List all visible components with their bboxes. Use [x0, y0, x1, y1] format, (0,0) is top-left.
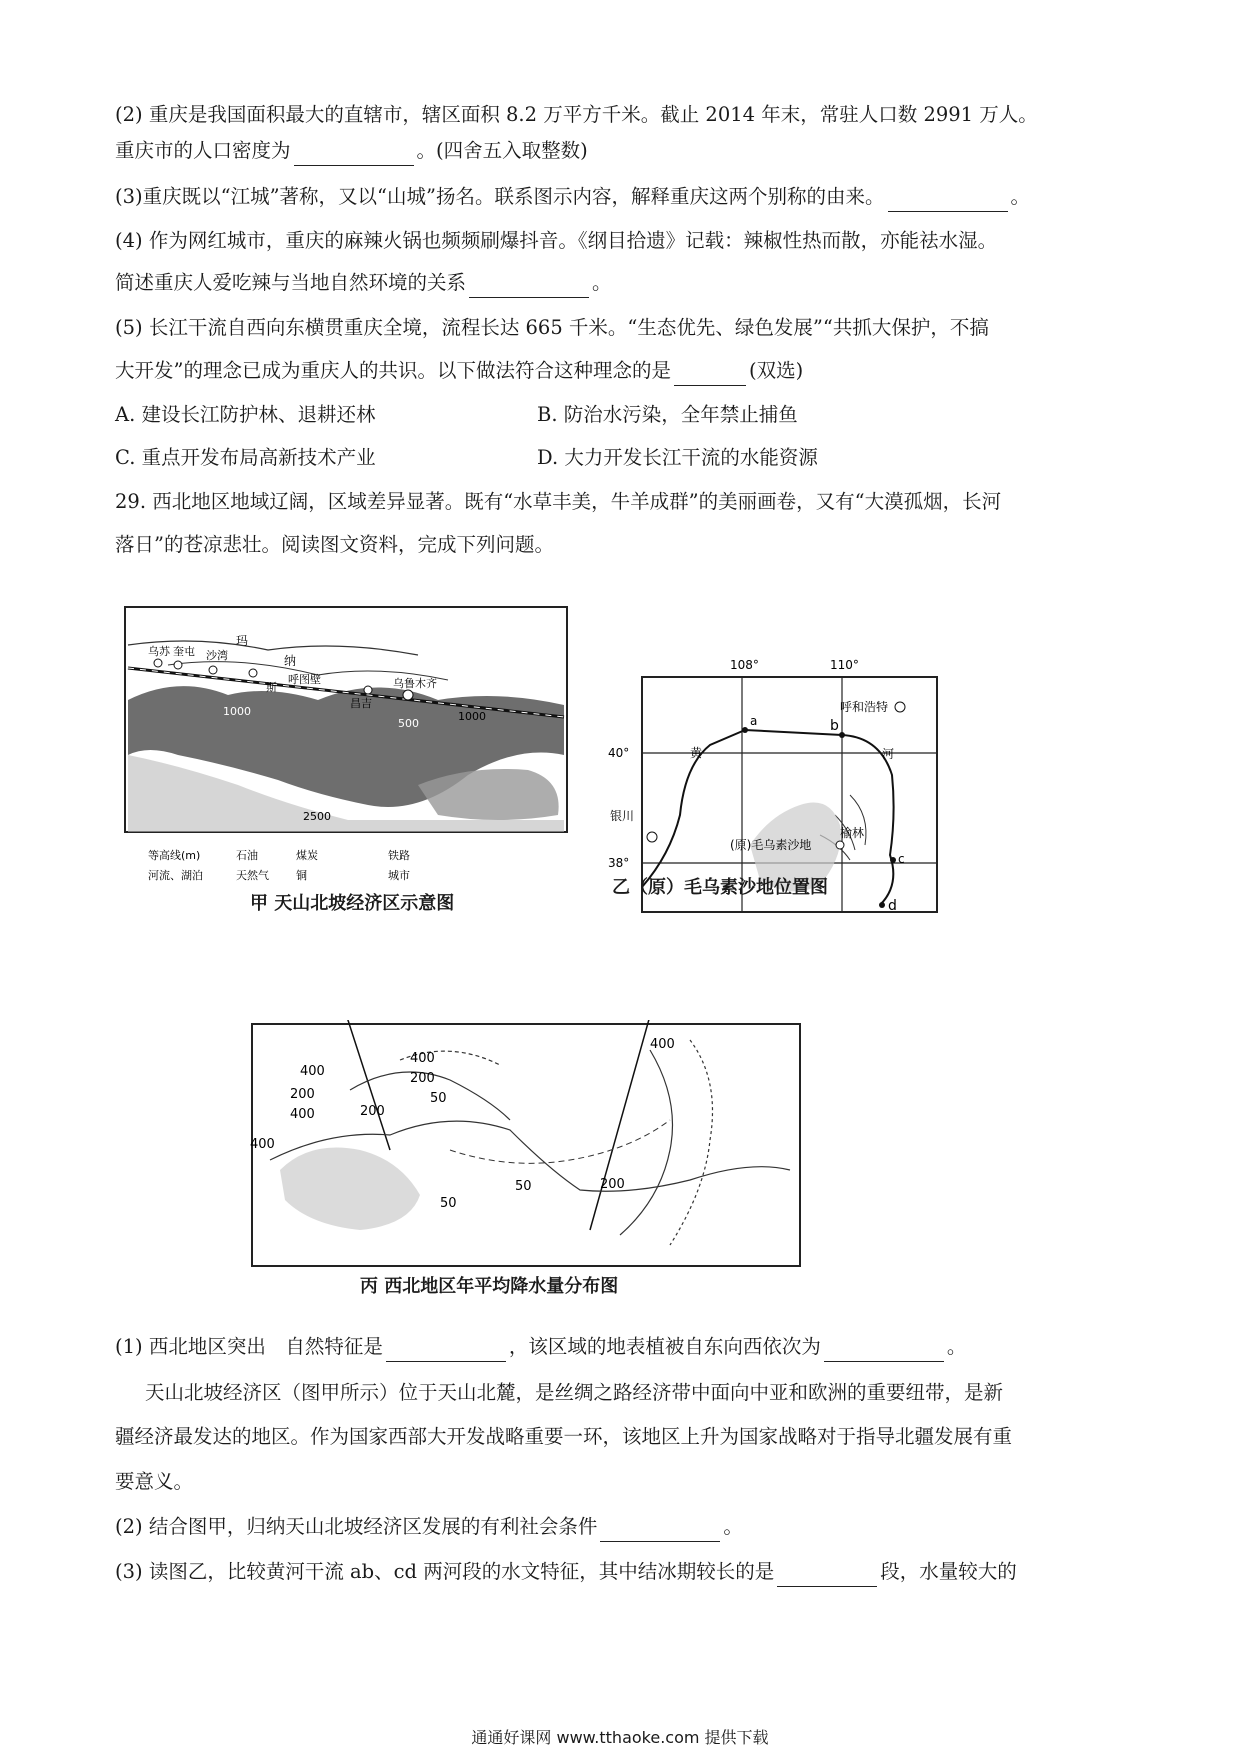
answer-blank-social[interactable]: [600, 1519, 720, 1542]
q29-part1-line: [115, 1332, 1130, 1362]
legend-gas: 天然气: [236, 869, 269, 882]
q28-part2-note: 。(四舍五入取整数): [416, 139, 588, 162]
isohyet-2: 200: [290, 1087, 315, 1102]
label-urumqi: 乌鲁木齐: [393, 677, 437, 690]
q29-part1-end: 。: [946, 1335, 967, 1358]
q29-part1-text2: ，该区域的地表植被自东向西依次为: [508, 1335, 821, 1358]
answer-blank-nicknames[interactable]: [888, 189, 1008, 212]
answer-blank-icing[interactable]: [777, 1564, 877, 1587]
label-contour-1000a: 1000: [223, 705, 251, 718]
label-kuitun: 奎屯: [173, 645, 195, 658]
label-lat-40: 40°: [608, 746, 630, 760]
q29-part1-text: (1) 西北地区突出 自然特征是: [115, 1335, 383, 1358]
q29-part2-line: [115, 1512, 1130, 1542]
map-jia-tianshan: [118, 605, 578, 925]
label-lon-108: 108°: [730, 658, 759, 672]
q28-part4-text: 简述重庆人爱吃辣与当地自然环境的关系: [115, 271, 467, 294]
label-wusu: 乌苏: [148, 645, 170, 658]
label-b: b: [830, 718, 839, 734]
q29-para-line3: 要意义。: [115, 1470, 194, 1493]
legend-coal: 煤炭: [296, 849, 318, 862]
q28-part3-line: [115, 182, 1130, 212]
label-huang: 黄: [690, 746, 703, 760]
label-contour-500: 500: [398, 717, 419, 730]
q28-part5-text: 大开发”的理念已成为重庆人的共识。以下做法符合这种理念的是: [115, 359, 671, 382]
q29-intro-line2: 落日”的苍凉悲壮。阅读图文资料，完成下列问题。: [115, 533, 554, 556]
q28-part5-line2: [115, 356, 1130, 386]
q29-part3-text: (3) 读图乙，比较黄河干流 ab、cd 两河段的水文特征，其中结冰期较长的是: [115, 1560, 775, 1583]
isohyet-8: 400: [650, 1037, 675, 1052]
answer-blank-spicy[interactable]: [469, 275, 589, 298]
option-b[interactable]: B. 防治水污染，全年禁止捕鱼: [537, 403, 798, 426]
label-shawan: 沙湾: [206, 649, 228, 662]
q29-part2-end: 。: [723, 1515, 743, 1538]
label-contour-1000b: 1000: [458, 710, 486, 723]
q29-part3-end: 段，水量较大的: [880, 1560, 1017, 1583]
q28-part3-text: (3)重庆既以“江城”著称，又以“山城”扬名。联系图示内容，解释重庆这两个别称的由来。: [115, 185, 885, 208]
q28-part5-note: (双选): [748, 359, 804, 382]
q28-part4-end: 。: [592, 271, 612, 294]
q29-part2-text: (2) 结合图甲，归纳天山北坡经济区发展的有利社会条件: [115, 1515, 598, 1538]
q28-part4-line1: (4) 作为网红城市，重庆的麻辣火锅也频频刷爆抖音。《纲目拾遗》记载：辣椒性热而散，亦能祛水湿。: [115, 229, 998, 252]
label-yulin: 榆林: [840, 826, 865, 840]
answer-blank-density[interactable]: [294, 143, 414, 166]
label-contour-2500: 2500: [303, 810, 331, 823]
caption-bing: 丙 西北地区年平均降水量分布图: [360, 1276, 619, 1297]
q28-part2-text: 重庆市的人口密度为: [115, 139, 291, 162]
label-c: c: [898, 852, 905, 866]
label-d: d: [888, 898, 897, 914]
legend-contour: 等高线(m): [148, 849, 201, 862]
label-hohhot: 呼和浩特: [840, 700, 889, 714]
q28-part2-line1: (2) 重庆是我国面积最大的直辖市，辖区面积 8.2 万平方千米。截止 2014 年末，常驻人口数 2991 万人。: [115, 103, 1038, 126]
isohyet-6: 50: [430, 1091, 447, 1106]
isohyet-1: 400: [300, 1064, 325, 1079]
q28-part3-end: 。: [1010, 185, 1031, 208]
isohyet-11: 200: [360, 1104, 385, 1119]
label-hutubi: 呼图壁: [288, 673, 321, 686]
page-footer: 通通好课网 www.tthaoke.com 提供下载: [471, 1728, 769, 1747]
option-a[interactable]: A. 建设长江防护林、退耕还林: [115, 403, 376, 426]
label-lat-38: 38°: [608, 856, 630, 870]
label-na: 纳: [284, 654, 297, 668]
label-mu-us-desert: (原)毛乌素沙地: [730, 838, 812, 852]
answer-blank-vegetation[interactable]: [824, 1339, 944, 1362]
isohyet-4: 200: [410, 1071, 435, 1086]
caption-yi: 乙（原）毛乌素沙地位置图: [612, 877, 828, 898]
legend-railway: 铁路: [388, 849, 410, 862]
label-a: a: [750, 714, 758, 728]
isohyet-5: 400: [250, 1137, 275, 1152]
answer-blank-feature[interactable]: [386, 1339, 506, 1362]
label-lon-110: 110°: [830, 658, 859, 672]
legend-city: 城市: [388, 869, 410, 882]
label-yinchuan: 银川: [610, 809, 635, 823]
q28-part5-line1: (5) 长江干流自西向东横贯重庆全境，流程长达 665 千米。“生态优先、绿色发展”“共抓大保护，不搞: [115, 316, 989, 339]
isohyet-12: 400: [290, 1107, 315, 1122]
option-c[interactable]: C. 重点开发布局高新技术产业: [115, 446, 376, 469]
label-he: 河: [882, 747, 895, 761]
q29-intro-line1: 29. 西北地区地域辽阔，区域差异显著。既有“水草丰美，牛羊成群”的美丽画卷，又有“大漠孤烟，长河: [115, 490, 1002, 513]
map-bing-precipitation: [250, 1020, 810, 1315]
option-d[interactable]: D. 大力开发长江干流的水能资源: [537, 446, 818, 469]
legend-copper: 铜: [296, 869, 307, 882]
q29-para-line2: 疆经济最发达的地区。作为国家西部大开发战略重要一环，该地区上升为国家战略对于指导北疆发展有重: [115, 1425, 1013, 1448]
isohyet-9: 50: [515, 1179, 532, 1194]
isohyet-3: 400: [410, 1051, 435, 1066]
caption-jia: 甲 天山北坡经济区示意图: [250, 893, 455, 914]
legend-river-lake: 河流、湖泊: [148, 869, 203, 882]
q29-part3-line: [115, 1557, 1130, 1587]
isohyet-7: 200: [600, 1177, 625, 1192]
isohyet-10: 50: [440, 1196, 457, 1211]
label-changji: 昌吉: [350, 697, 372, 710]
label-ma: 玛: [236, 634, 249, 648]
legend-oil: 石油: [236, 849, 258, 862]
q28-part4-line2: [115, 268, 1130, 298]
q29-para-line1: 天山北坡经济区（图甲所示）位于天山北麓，是丝绸之路经济带中面向中亚和欧洲的重要纽带，是新: [145, 1381, 1004, 1404]
q28-part2-line2: [115, 136, 1130, 166]
label-si: 斯: [266, 681, 277, 694]
answer-blank-choice[interactable]: [674, 363, 746, 386]
map-yi-mu-us: [600, 655, 960, 1005]
